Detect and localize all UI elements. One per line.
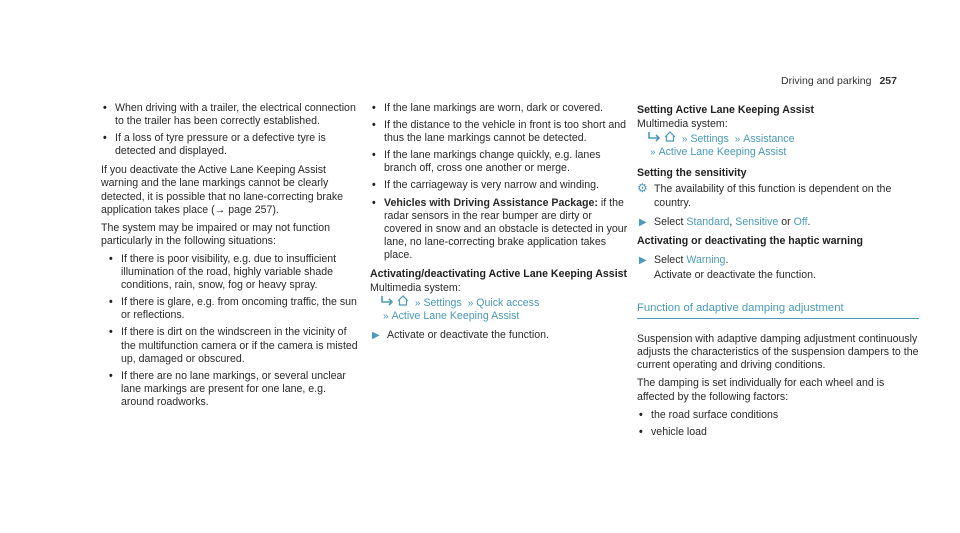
list-item: • If the lane markings change quickly, e.g. lanes branch off, cross one another or merge. <box>370 149 628 175</box>
active-lane-keeping-link[interactable]: Active Lane Keeping Assist <box>658 146 787 159</box>
instruction-step <box>370 329 628 342</box>
double-chevron-icon: » <box>383 311 389 323</box>
double-chevron-icon: » <box>734 134 741 146</box>
deactivate-paragraph: If you deactivate the Active Lane Keeping Assist warning and the lane markings cannot be clearly detected, it is possible that no lane-correcting brake application takes place (→ page 257). <box>101 164 344 216</box>
double-chevron-icon: » <box>681 134 688 146</box>
step-text: Select <box>654 253 687 266</box>
section-heading: Activating/deactivating Active Lane Keeping Assist <box>370 268 628 281</box>
damping-factors-paragraph: The damping is set individually for each wheel and is affected by the following factors: <box>637 377 885 403</box>
page-number: 257 <box>879 75 897 87</box>
return-arrow-icon <box>647 132 661 146</box>
step-text: or <box>778 215 794 228</box>
step-text: . <box>807 215 811 228</box>
column-right <box>637 102 919 445</box>
result-text: Activate or deactivate the function. <box>654 268 816 281</box>
quick-access-link[interactable]: Quick access <box>476 297 540 310</box>
condition-list <box>101 102 361 158</box>
step-text: Select <box>654 215 687 228</box>
menu-label: Multimedia system: <box>637 118 728 131</box>
double-chevron-icon: » <box>467 298 474 310</box>
list-item: • When driving with a trailer, the electrical connection to the trailer has been correctly established. <box>101 102 361 128</box>
home-icon[interactable] <box>664 131 676 146</box>
play-triangle-icon: ▶ <box>372 330 380 342</box>
assistance-link[interactable]: Assistance <box>743 133 795 146</box>
situation-list <box>101 253 361 409</box>
package-label: Vehicles with Driving Assistance Package: <box>384 196 598 209</box>
situation-list-continued <box>370 102 628 262</box>
option-off[interactable]: Off <box>793 215 808 228</box>
info-gear-icon: ⚙ <box>637 181 648 196</box>
damping-paragraph: Suspension with adaptive damping adjustment continuously adjusts the characteristics of the suspension dampers to the current operating and driving conditions. <box>637 333 919 372</box>
list-item: • If the lane markings are worn, dark or covered. <box>370 102 628 115</box>
section-title: Function of adaptive damping adjustment <box>637 302 919 319</box>
option-sensitive[interactable]: Sensitive <box>735 215 779 228</box>
option-warning[interactable]: Warning <box>686 253 726 266</box>
play-triangle-icon: ▶ <box>639 216 647 228</box>
factor-list <box>637 409 919 439</box>
home-icon[interactable] <box>397 295 409 310</box>
double-chevron-icon: » <box>414 298 421 310</box>
list-item: • If a loss of tyre pressure or a defective tyre is detected and displayed. <box>101 132 361 158</box>
play-triangle-icon: ▶ <box>639 254 647 266</box>
column-left <box>101 102 361 415</box>
menu-label: Multimedia system: <box>370 282 461 295</box>
instruction-step <box>637 216 919 229</box>
menu-path <box>637 131 919 159</box>
subsection-heading: Setting the sensitivity <box>637 167 747 180</box>
list-item: • the road surface conditions <box>637 409 919 422</box>
column-middle <box>370 102 628 349</box>
list-item: • If the distance to the vehicle in front is too short and thus the lane markings cannot be detected. <box>370 119 628 145</box>
list-item: • If there is glare, e.g. from oncoming traffic, the sun or reflections. <box>107 296 361 322</box>
list-item: • If the carriageway is very narrow and winding. <box>370 179 628 192</box>
section-heading: Setting Active Lane Keeping Assist <box>637 104 814 116</box>
option-standard[interactable]: Standard <box>686 215 730 228</box>
settings-link[interactable]: Settings <box>690 133 729 146</box>
list-item: • vehicle load <box>637 426 919 439</box>
availability-note <box>637 183 919 209</box>
menu-path <box>370 295 628 323</box>
list-item: • If there are no lane markings, or several unclear lane markings are present for one lane, e.g. around roadworks. <box>107 370 361 409</box>
package-text: if the radar sensors in the rear bumper are dirty or covered in snow and an obstacle is detected in your lane, no lane-correcting brake application takes place. <box>384 196 628 261</box>
step-text: . <box>725 253 729 266</box>
list-item: • If there is dirt on the windscreen in the vicinity of the multifunction camera or if the camera is misted up, damaged or obscured. <box>107 326 361 365</box>
settings-link[interactable]: Settings <box>423 297 462 310</box>
active-lane-keeping-link[interactable]: Active Lane Keeping Assist <box>391 310 520 323</box>
list-item <box>370 197 628 262</box>
note-text: The availability of this function is dependent on the country. <box>654 183 892 209</box>
chapter-title: Driving and parking <box>781 75 872 87</box>
double-chevron-icon: » <box>650 147 656 159</box>
step-text: Activate or deactivate the function. <box>387 329 549 342</box>
return-arrow-icon <box>380 296 394 310</box>
impairment-paragraph: The system may be impaired or may not function particularly in the following situations: <box>101 221 331 247</box>
page-header <box>781 75 897 88</box>
step-text: , <box>729 215 736 228</box>
instruction-step <box>637 254 919 267</box>
list-item: • If there is poor visibility, e.g. due to insufficient illumination of the road, highly variable shade conditions, rain, snow, fog or heavy spray. <box>107 253 361 292</box>
subsection-heading: Activating or deactivating the haptic warning <box>637 234 864 247</box>
